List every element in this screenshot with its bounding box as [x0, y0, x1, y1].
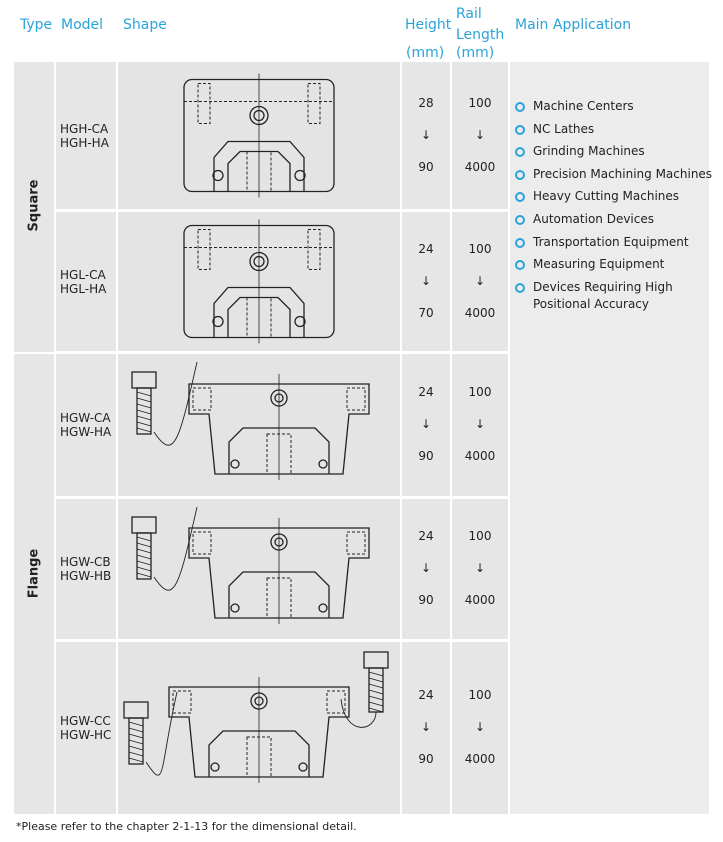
- arrow-icon: ↓: [474, 720, 486, 734]
- header-application: Main Application: [515, 17, 632, 33]
- arrow-icon: ↓: [474, 273, 486, 288]
- shape-cell: [118, 642, 400, 814]
- header-height: Height: [405, 17, 452, 33]
- model-cell: [56, 499, 116, 639]
- type-square-label: Square: [26, 179, 42, 232]
- header-type: Type: [20, 17, 53, 33]
- list-item: Heavy Cutting Machines: [515, 188, 715, 205]
- list-item: NC Lathes: [515, 121, 715, 138]
- min-value: 24: [418, 688, 434, 702]
- list-item: Measuring Equipment: [515, 256, 715, 273]
- model-label: [60, 122, 109, 150]
- model-code: HGH-CA: [60, 121, 109, 136]
- type-cell-square: [14, 62, 54, 352]
- arrow-icon: ↓: [420, 720, 432, 734]
- shape-cell: [118, 62, 400, 209]
- arrow-icon: ↓: [474, 561, 486, 575]
- rail-length-cell: [452, 354, 508, 496]
- arrow-icon: ↓: [420, 561, 432, 575]
- model-label: [60, 411, 111, 439]
- list-item: Grinding Machines: [515, 143, 715, 160]
- min-value: 28: [418, 95, 434, 110]
- model-code: HGW-HC: [60, 728, 112, 742]
- footnote: *Please refer to the chapter 2-1-13 for the dimensional detail.: [16, 820, 357, 833]
- height-cell: [402, 499, 450, 639]
- arrow-icon: ↓: [474, 127, 486, 142]
- model-code: HGW-HA: [60, 425, 112, 439]
- model-label: [60, 555, 111, 583]
- application-list: [515, 98, 715, 318]
- max-value: 90: [418, 752, 434, 766]
- min-value: 100: [468, 385, 492, 399]
- header-rail: Rail: [456, 6, 482, 22]
- model-code: HGW-CC: [60, 714, 111, 728]
- list-item: Precision Machining Machines: [515, 166, 715, 183]
- min-value: 100: [468, 95, 492, 110]
- min-value: 24: [418, 385, 434, 399]
- model-code: HGW-CB: [60, 555, 111, 569]
- model-code: HGL-CA: [60, 267, 106, 282]
- height-cell: [402, 642, 450, 814]
- rail-length-cell: [452, 212, 508, 351]
- arrow-icon: ↓: [420, 417, 432, 431]
- min-value: 24: [418, 529, 434, 543]
- arrow-icon: ↓: [420, 273, 432, 288]
- shape-cell: [118, 499, 400, 639]
- max-value: 70: [418, 305, 434, 320]
- header-height-unit: (mm): [406, 45, 445, 61]
- header-length: Length: [456, 27, 505, 43]
- shape-cell: [118, 212, 400, 351]
- list-item: Machine Centers: [515, 98, 715, 115]
- max-value: 4000: [464, 449, 496, 463]
- model-label: [60, 268, 106, 296]
- model-cell: [56, 642, 116, 814]
- shape-cell: [118, 354, 400, 496]
- model-label: [60, 714, 111, 742]
- min-value: 24: [418, 241, 434, 256]
- model-code: HGW-CA: [60, 411, 111, 425]
- bullet-icon: [515, 238, 525, 248]
- max-value: 90: [418, 449, 434, 463]
- type-cell-flange: [14, 354, 54, 814]
- bullet-icon: [515, 147, 525, 157]
- model-code: HGL-HA: [60, 281, 107, 296]
- max-value: 90: [418, 159, 434, 174]
- rail-length-cell: [452, 499, 508, 639]
- rail-length-cell: [452, 62, 508, 209]
- bullet-icon: [515, 192, 525, 202]
- max-value: 4000: [464, 752, 496, 766]
- model-cell: [56, 354, 116, 496]
- height-cell: [402, 62, 450, 209]
- max-value: 4000: [464, 593, 496, 607]
- min-value: 100: [468, 529, 492, 543]
- list-item: Devices Requiring High Positional Accuracy: [515, 279, 715, 313]
- arrow-icon: ↓: [420, 127, 432, 142]
- bullet-icon: [515, 125, 525, 135]
- model-cell: [56, 62, 116, 209]
- type-flange-label: Flange: [26, 548, 42, 599]
- bullet-icon: [515, 102, 525, 112]
- rail-length-cell: [452, 642, 508, 814]
- max-value: 4000: [464, 305, 496, 320]
- header-shape: Shape: [123, 17, 167, 33]
- height-cell: [402, 212, 450, 351]
- bullet-icon: [515, 170, 525, 180]
- model-cell: [56, 212, 116, 351]
- min-value: 100: [468, 241, 492, 256]
- max-value: 90: [418, 593, 434, 607]
- model-code: HGH-HA: [60, 135, 109, 150]
- height-cell: [402, 354, 450, 496]
- min-value: 100: [468, 688, 492, 702]
- bullet-icon: [515, 283, 525, 293]
- model-code: HGW-HB: [60, 569, 112, 583]
- guide-block-drawing: [118, 354, 400, 496]
- list-item: Transportation Equipment: [515, 234, 715, 251]
- arrow-icon: ↓: [474, 417, 486, 431]
- guide-block-drawing: [118, 212, 400, 351]
- header-model: Model: [61, 17, 104, 33]
- list-item: Automation Devices: [515, 211, 715, 228]
- bullet-icon: [515, 260, 525, 270]
- guide-block-drawing: [118, 642, 400, 814]
- table-header: [14, 0, 709, 62]
- guide-block-drawing: [118, 499, 400, 639]
- max-value: 4000: [464, 159, 496, 174]
- guide-block-drawing: [118, 62, 400, 209]
- bullet-icon: [515, 215, 525, 225]
- header-rail-unit: (mm): [456, 45, 495, 61]
